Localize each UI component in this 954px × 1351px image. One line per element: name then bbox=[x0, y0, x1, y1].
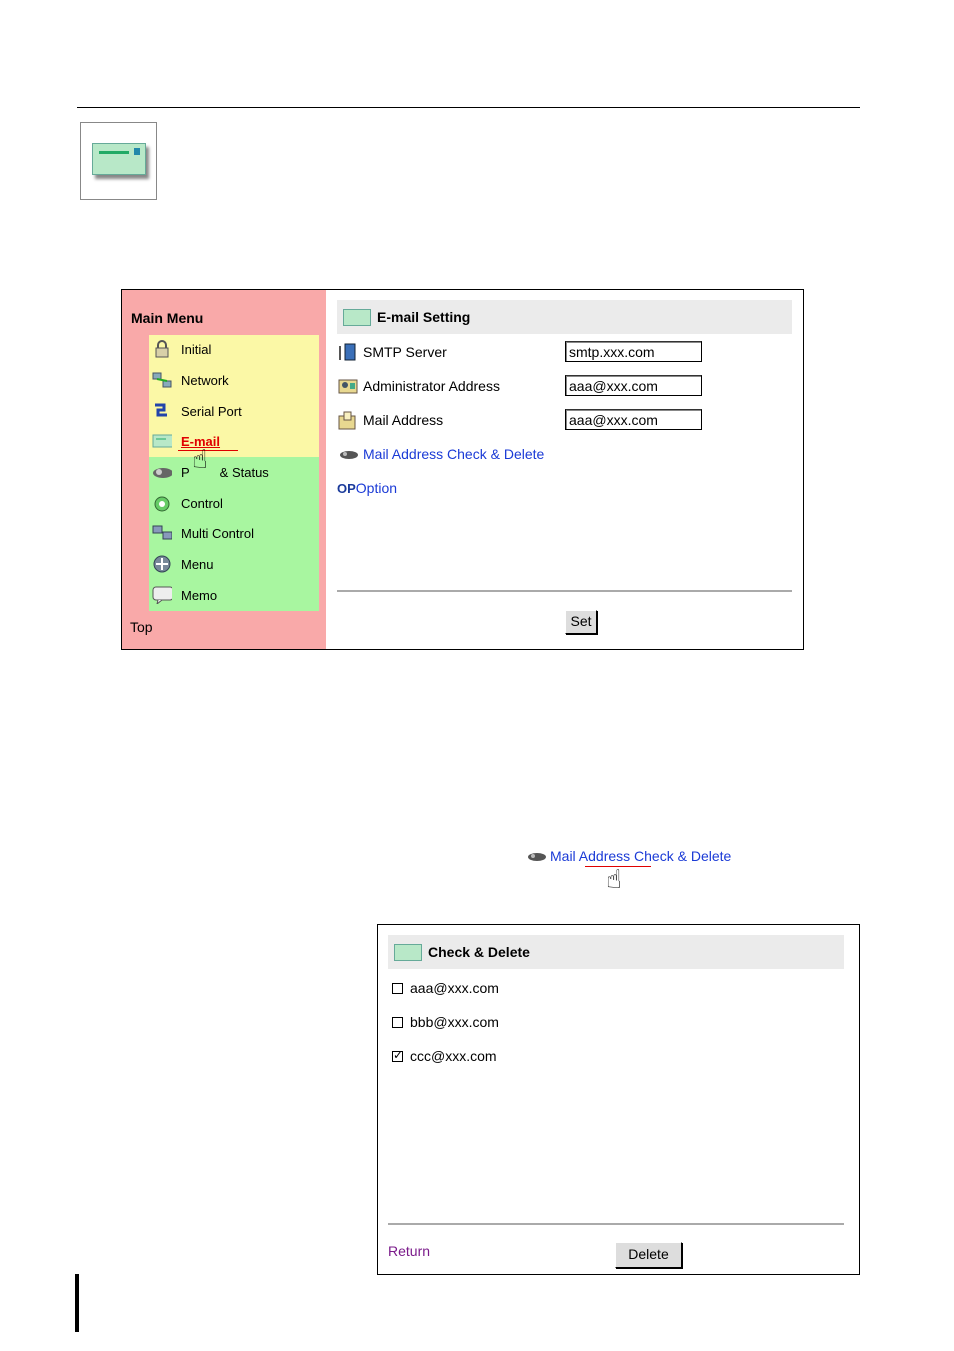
sidebar-item-control[interactable]: Control bbox=[149, 488, 319, 518]
option-icon: OP bbox=[337, 480, 356, 496]
sidebar-item-initial[interactable]: Initial bbox=[149, 334, 319, 364]
sidebar-item-network[interactable]: Network bbox=[149, 365, 319, 395]
pointer-hand-icon: ☝ bbox=[192, 444, 208, 474]
sidebar-item-memo[interactable]: Memo bbox=[149, 580, 319, 610]
address-checkbox[interactable] bbox=[392, 1051, 403, 1062]
sidebar-item-multi-control[interactable]: Multi Control bbox=[149, 518, 319, 548]
sidebar-item-email[interactable]: E-mail bbox=[149, 426, 319, 456]
email-section-icon bbox=[80, 122, 157, 200]
mail-address-check-delete-link[interactable]: Mail Address Check & Delete bbox=[526, 848, 731, 864]
page-margin-bar bbox=[75, 1274, 79, 1332]
email-icon bbox=[152, 432, 172, 450]
menu-icon bbox=[152, 555, 172, 573]
email-setting-screen bbox=[121, 289, 804, 650]
check-delete-panel bbox=[388, 935, 844, 1262]
check-delete-screen bbox=[377, 924, 860, 1275]
page-title: E-mail Setting bbox=[377, 309, 471, 325]
memo-icon bbox=[152, 586, 172, 604]
smtp-server-input[interactable]: smtp.xxx.com bbox=[565, 341, 702, 362]
smtp-server-icon bbox=[337, 342, 359, 362]
list-item: aaa@xxx.com bbox=[392, 978, 499, 998]
email-icon bbox=[343, 309, 371, 326]
administrator-icon bbox=[337, 376, 359, 396]
email-setting-header bbox=[337, 300, 792, 334]
email-setting-panel bbox=[337, 300, 792, 629]
option-link[interactable]: OP Option bbox=[337, 480, 398, 496]
check-delete-header bbox=[388, 935, 844, 969]
administrator-address-row: Administrator Address bbox=[337, 371, 500, 401]
main-menu-sidebar bbox=[122, 290, 326, 649]
sidebar-item-serial-port[interactable]: Serial Port bbox=[149, 396, 319, 426]
control-icon bbox=[152, 494, 172, 512]
address-checkbox[interactable] bbox=[392, 983, 403, 994]
mail-address-check-delete-link[interactable]: Mail Address Check & Delete bbox=[337, 439, 544, 469]
mail-address-input[interactable]: aaa@xxx.com bbox=[565, 409, 702, 430]
list-item: bbb@xxx.com bbox=[392, 1012, 499, 1032]
projector-icon bbox=[152, 463, 172, 481]
administrator-address-input[interactable]: aaa@xxx.com bbox=[565, 375, 702, 396]
network-icon bbox=[152, 371, 172, 389]
return-link[interactable]: Return bbox=[388, 1243, 431, 1259]
projector-icon bbox=[526, 849, 546, 863]
projector-icon bbox=[337, 444, 359, 464]
lock-icon bbox=[152, 340, 172, 358]
mail-address-row: Mail Address bbox=[337, 405, 443, 435]
set-button[interactable]: Set bbox=[565, 610, 597, 634]
sidebar-item-menu[interactable]: Menu bbox=[149, 549, 319, 579]
top-rule bbox=[77, 107, 860, 108]
email-icon bbox=[394, 944, 422, 961]
sidebar-item-status[interactable]: P & Status bbox=[149, 457, 319, 487]
pointer-hand-icon: ☝ bbox=[606, 864, 622, 894]
mail-address-icon bbox=[337, 410, 359, 430]
page-title: Check & Delete bbox=[428, 944, 530, 960]
address-checkbox[interactable] bbox=[392, 1017, 403, 1028]
smtp-server-row: SMTP Server bbox=[337, 337, 447, 367]
divider bbox=[388, 1223, 844, 1225]
multi-control-icon bbox=[152, 524, 172, 542]
serial-port-icon bbox=[152, 402, 172, 420]
top-link[interactable]: Top bbox=[130, 619, 153, 635]
delete-button[interactable]: Delete bbox=[615, 1242, 682, 1268]
list-item: ✓ ccc@xxx.com bbox=[392, 1046, 497, 1066]
divider bbox=[337, 590, 792, 592]
main-menu-title: Main Menu bbox=[131, 310, 204, 326]
